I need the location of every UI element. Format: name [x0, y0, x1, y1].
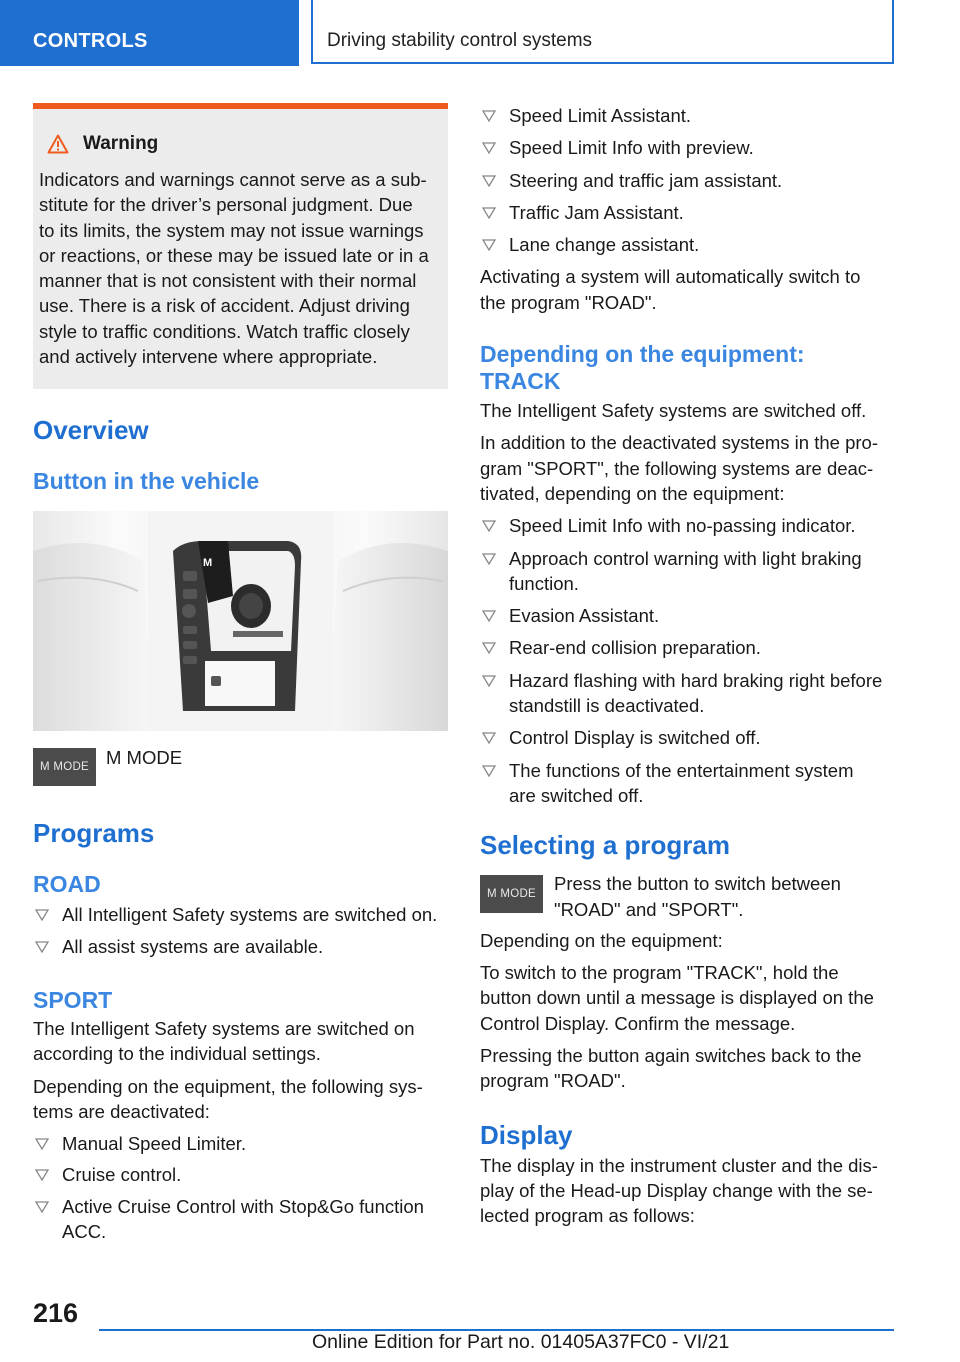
road-heading: ROAD [33, 871, 101, 898]
list-item: The functions of the entertainment system are switched off. [480, 758, 894, 809]
page-number: 216 [33, 1298, 79, 1328]
selecting-paragraph: Pressing the button again switches back to the program "ROAD". [480, 1045, 862, 1092]
sport-paragraph: Depending on the equipment, the following sys- tems are deactivated: [33, 1075, 423, 1122]
bullet-triangle-icon [482, 641, 496, 655]
button-in-vehicle-heading: Button in the vehicle [33, 468, 260, 495]
warning-line: stitute for the driver’s personal judgment. Due [39, 194, 413, 216]
m-mode-button-icon: M MODE [480, 875, 543, 913]
list-item: Traffic Jam Assistant. [480, 200, 894, 225]
overview-heading: Overview [33, 415, 149, 446]
sport-heading: SPORT [33, 986, 113, 1013]
right-column [480, 103, 894, 1229]
gear-selector-illustration [33, 511, 448, 731]
list-item: Approach control warning with light braking function. [480, 546, 894, 597]
warning-text [39, 167, 440, 369]
warning-header [39, 133, 440, 155]
bullet-triangle-icon [482, 238, 496, 252]
selecting-paragraph: Depending on the equipment: [480, 929, 723, 951]
bullet-triangle-icon [482, 674, 496, 688]
bullet-triangle-icon [482, 174, 496, 188]
svg-text:M: M [203, 557, 213, 570]
bullet-triangle-icon [482, 552, 496, 566]
list-item: Evasion Assistant. [480, 603, 894, 628]
list-item: All Intelligent Safety systems are switched on. [33, 902, 448, 927]
section-title: CONTROLS [33, 30, 148, 52]
track-paragraph: The Intelligent Safety systems are switched off. [480, 400, 867, 422]
list-item: Manual Speed Limiter. [33, 1131, 448, 1156]
list-item: Speed Limit Assistant. [480, 103, 894, 128]
page-header [0, 0, 960, 66]
selecting-button-row [480, 871, 894, 922]
selecting-paragraph: To switch to the program "TRACK", hold the button down until a message is displayed on the Control Display. Confirm the message. [480, 962, 874, 1034]
display-paragraph: The display in the instrument cluster and the dis- play of the Head-up Display change with the se- lected program as follows: [480, 1154, 878, 1227]
warning-line: or reactions, or these may be issued late or in a [39, 244, 429, 266]
selecting-program-heading: Selecting a program [480, 830, 730, 861]
bullet-triangle-icon [35, 1200, 49, 1214]
warning-line: manner that is not consistent with their normal [39, 270, 417, 292]
bullet-triangle-icon [482, 731, 496, 745]
m-mode-caption-row [33, 748, 448, 794]
left-column [33, 103, 448, 1244]
list-item: Cruise control. [33, 1162, 448, 1187]
list-item: Speed Limit Info with preview. [480, 135, 894, 160]
list-item: Speed Limit Info with no-passing indicator. [480, 513, 894, 538]
list-item: Steering and traffic jam assistant. [480, 168, 894, 193]
programs-heading: Programs [33, 818, 155, 849]
center-console-photo [33, 511, 448, 731]
activating-paragraph: Activating a system will automatically switch to the program "ROAD". [480, 266, 861, 313]
sport-bullet-list [33, 1131, 448, 1244]
bullet-triangle-icon [482, 141, 496, 155]
list-item: Lane change assistant. [480, 232, 894, 257]
bullet-triangle-icon [482, 764, 496, 778]
bullet-triangle-icon [35, 908, 49, 922]
selecting-button-text: Press the button to switch between "ROAD" and "SPORT". [554, 873, 841, 920]
warning-box [33, 103, 448, 389]
m-mode-button-icon: M MODE [33, 748, 96, 786]
edition-text: Online Edition for Part no. 01405A37FC0 - VI/21 [312, 1331, 730, 1353]
warning-title: Warning [83, 133, 159, 154]
list-item: Hazard flashing with hard braking right before standstill is deactivated. [480, 668, 894, 719]
list-item: Rear-end collision preparation. [480, 635, 894, 660]
display-heading: Display [480, 1119, 573, 1150]
track-paragraph: In addition to the deactivated systems in the pro- gram "SPORT", the following systems are deac- tivated, depending on the equipment: [480, 432, 878, 504]
list-item: Active Cruise Control with Stop&Go function ACC. [33, 1194, 448, 1245]
track-bullet-list [480, 513, 894, 808]
m-mode-caption: M MODE [106, 747, 183, 769]
list-item: Control Display is switched off. [480, 725, 894, 750]
bullet-triangle-icon [35, 940, 49, 954]
sport-continued-bullet-list [480, 103, 894, 257]
chapter-title: Driving stability control systems [327, 30, 593, 51]
warning-line: use. There is a risk of accident. Adjust driving [39, 295, 410, 317]
warning-triangle-icon [47, 134, 69, 154]
list-item: All assist systems are available. [33, 934, 448, 959]
bullet-triangle-icon [482, 609, 496, 623]
bullet-triangle-icon [482, 206, 496, 220]
warning-line: style to traffic conditions. Watch traffic closely [39, 320, 410, 342]
bullet-triangle-icon [35, 1137, 49, 1151]
warning-line: and actively intervene where appropriate. [39, 346, 378, 368]
warning-line: Indicators and warnings cannot serve as a sub- [39, 169, 427, 190]
sport-paragraph: The Intelligent Safety systems are switched on according to the individual settings. [33, 1017, 415, 1065]
warning-line: to its limits, the system may not issue warnings [39, 219, 424, 241]
track-heading: Depending on the equipment: TRACK [480, 341, 805, 395]
chapter-tab [311, 0, 894, 64]
section-tab [0, 0, 299, 66]
bullet-triangle-icon [35, 1168, 49, 1182]
bullet-triangle-icon [482, 519, 496, 533]
road-bullet-list [33, 902, 448, 959]
bullet-triangle-icon [482, 109, 496, 123]
